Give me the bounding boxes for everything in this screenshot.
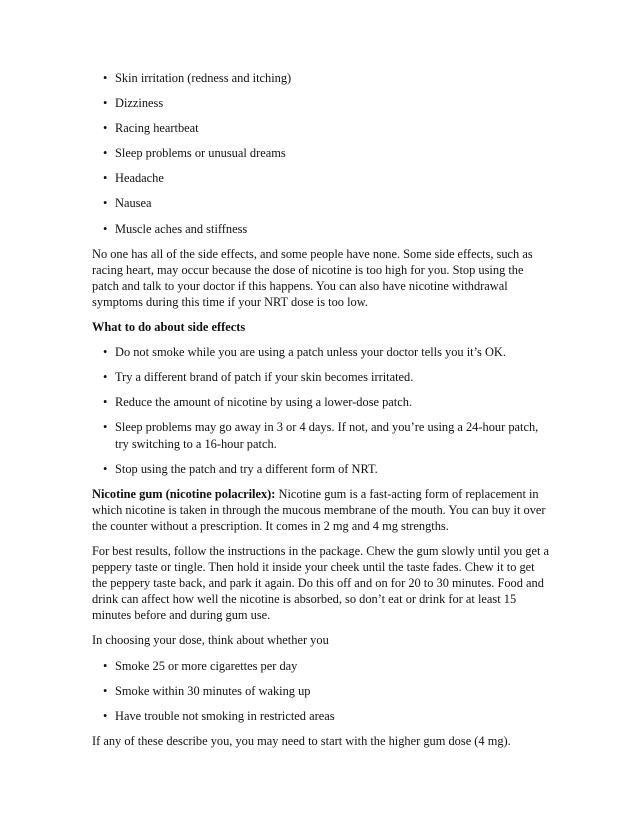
dose-criteria-list: [92, 658, 552, 724]
list-item-text: Have trouble not smoking in restricted areas: [115, 708, 335, 723]
document-page: [92, 70, 552, 758]
list-item: [103, 344, 552, 360]
bullet-icon: •: [103, 658, 108, 673]
what-to-do-heading: What to do about side effects: [92, 320, 246, 335]
bullet-icon: •: [103, 196, 108, 211]
bullet-icon: •: [103, 221, 108, 236]
nicotine-gum-paragraph: [92, 486, 552, 534]
list-item-text: Skin irritation (redness and itching): [115, 71, 292, 85]
list-item-text: Reduce the amount of nicotine by using a lower-dose patch.: [115, 395, 413, 410]
dose-intro-paragraph: In choosing your dose, think about whether you: [92, 633, 329, 648]
list-item: [103, 419, 552, 451]
list-item: [103, 394, 552, 410]
bullet-icon: •: [103, 370, 108, 385]
list-item-text: Muscle aches and stiffness: [115, 221, 248, 236]
list-item: [103, 120, 552, 136]
closing-paragraph: If any of these describe you, you may need to start with the higher gum dose (4 mg).: [92, 733, 511, 748]
list-item: [103, 70, 552, 86]
best-results-paragraph: For best results, follow the instructions in the package. Chew the gum slowly until you get a peppery taste or tingle. Then hold it inside your cheek until the taste fades. Chew it to get the peppery taste back, and park it again. Do this off and on for 20 to 30 minutes. Food and drink can affect how well the nicotine is absorbed, so don’t eat or drink for at least 15 minutes before and during gum use.: [92, 543, 550, 623]
bullet-icon: •: [103, 121, 108, 136]
list-item: [103, 369, 552, 385]
list-item-text: Headache: [115, 171, 164, 186]
list-item-text: Racing heartbeat: [115, 121, 199, 136]
list-item-text: Sleep problems may go away in 3 or 4 days. If not, and you’re using a 24-hour patch, try switching to a 16-hour patch.: [115, 420, 539, 451]
list-item: [103, 708, 552, 724]
bullet-icon: •: [103, 71, 108, 85]
bullet-icon: •: [103, 96, 108, 111]
list-item-text: Smoke 25 or more cigarettes per day: [115, 658, 298, 673]
list-item-text: Sleep problems or unusual dreams: [115, 146, 286, 161]
list-item: [103, 95, 552, 111]
bullet-icon: •: [103, 420, 108, 435]
list-item-text: Do not smoke while you are using a patch unless your doctor tells you it’s OK.: [115, 345, 506, 360]
bullet-icon: •: [103, 146, 108, 161]
nicotine-gum-term: Nicotine gum (nicotine polacrilex):: [92, 486, 276, 501]
bullet-icon: •: [103, 395, 108, 410]
list-item-text: Stop using the patch and try a different form of NRT.: [115, 461, 378, 476]
what-to-do-list: [92, 344, 552, 477]
bullet-icon: •: [103, 683, 108, 698]
bullet-icon: •: [103, 461, 108, 476]
bullet-icon: •: [103, 708, 108, 723]
bullet-icon: •: [103, 345, 108, 360]
bullet-icon: •: [103, 171, 108, 186]
side-effects-list: [92, 70, 552, 237]
list-item: [103, 658, 552, 674]
list-item: [103, 145, 552, 161]
list-item-text: Smoke within 30 minutes of waking up: [115, 683, 311, 698]
nicotine-gum-text: Nicotine gum is a fast-acting form of replacement in which nicotine is taken in through the mucous membrane of the mouth. You can buy it over the counter without a prescription. It comes in 2 mg and 4 mg strengths.: [92, 486, 546, 533]
list-item: [103, 170, 552, 186]
list-item: [103, 221, 552, 237]
side-effects-paragraph: No one has all of the side effects, and some people have none. Some side effects, such as racing heart, may occur because the dose of nicotine is too high for you. Stop using the patch and talk to your doctor if this happens. You can also have nicotine withdrawal symptoms during this time if your NRT dose is too low.: [92, 246, 533, 309]
list-item: [103, 195, 552, 211]
list-item-text: Nausea: [115, 196, 152, 211]
list-item: [103, 461, 552, 477]
list-item: [103, 683, 552, 699]
list-item-text: Dizziness: [115, 96, 164, 111]
list-item-text: Try a different brand of patch if your skin becomes irritated.: [115, 370, 414, 385]
